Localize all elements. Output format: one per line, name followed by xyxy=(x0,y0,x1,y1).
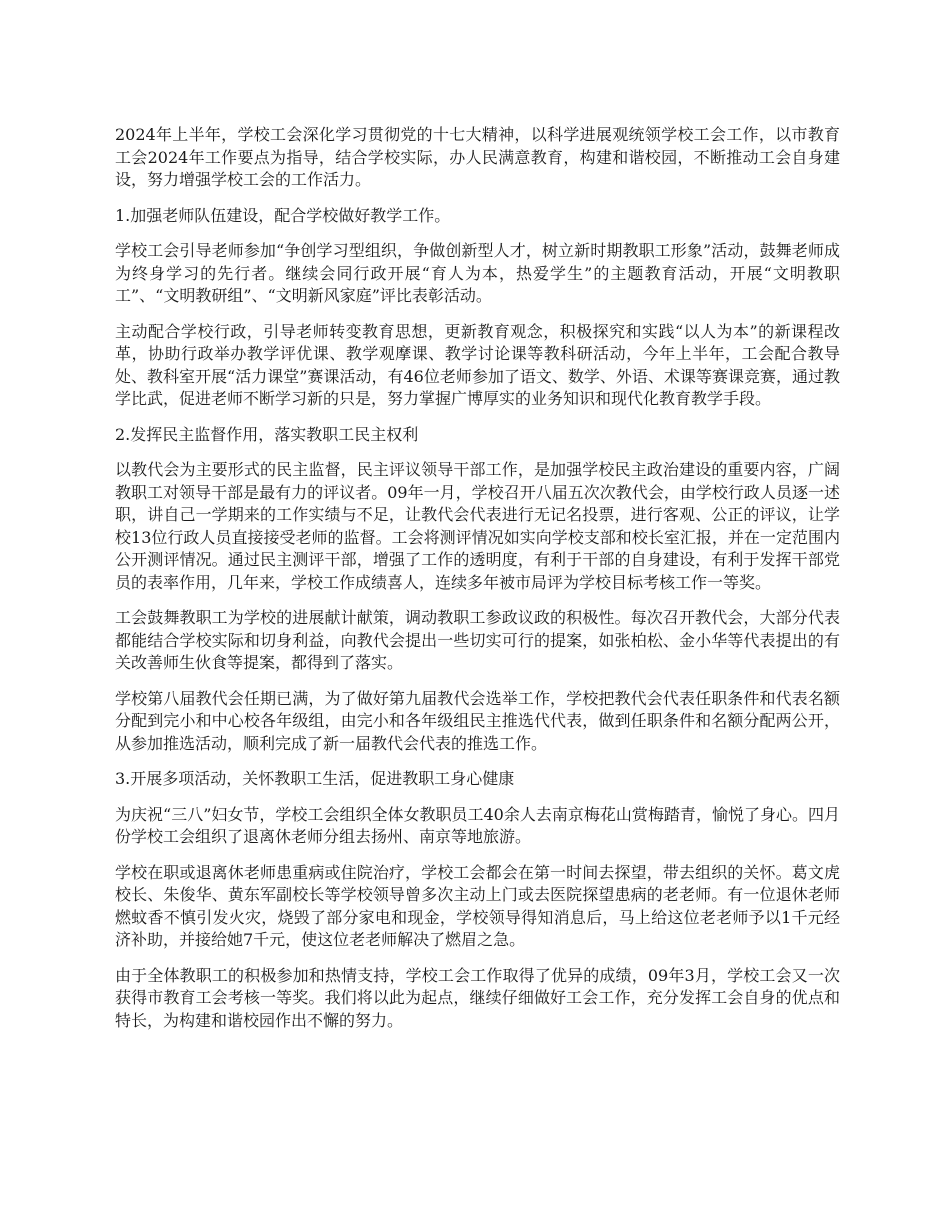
body-paragraph: 学校第八届教代会任期已满，为了做好第九届教代会选举工作，学校把教代会代表任职条件和代表名额分配到完小和中心校各年级组，由完小和各年级组民主推选代代表，做到任职条件和名额分配两公开，从参加推选活动，顺利完成了新一届教代会代表的推选工作。 xyxy=(115,688,840,753)
body-paragraph: 工会鼓舞教职工为学校的进展献计献策，调动教职工参政议政的积极性。每次召开教代会，大部分代表都能结合学校实际和切身利益，向教代会提出一些切实可行的提案，如张柏松、金小华等代表提出的有关改善师生伙食等提案，都得到了落实。 xyxy=(115,608,840,672)
section-heading-3: 3.开展多项活动，关怀教职工生活，促进教职工身心健康 xyxy=(115,769,515,788)
section-heading-2: 2.发挥民主监督作用，落实教职工民主权利 xyxy=(115,424,419,444)
body-paragraph: 主动配合学校行政，引导老师转变教育思想，更新教育观念，积极探究和实践“以人为本”的新课程改革，协助行政举办教学评优课、教学观摩课、教学讨论课等教科研活动，今年上半年，工会配合教导处、教科室开展“活力课堂”赛课活动，有46位老师参加了语文、数学、外语、术课等赛课竞赛，通过教学比武，促进老师不断学习新的只是，努力掌握广博厚实的业务知识和现代化教育教学手段。 xyxy=(115,321,840,408)
body-paragraph: 学校工会引导老师参加“争创学习型组织，争做创新型人才，树立新时期教职工形象”活动，鼓舞老师成为终身学习的先行者。继续会同行政开展“育人为本，热爱学生”的主题教育活动，开展“文明教职工”、“文明教研组”、“文明新风家庭”评比表彰活动。 xyxy=(115,241,840,305)
section-heading-1: 1.加强老师队伍建设，配合学校做好教学工作。 xyxy=(115,205,451,225)
closing-paragraph: 由于全体教职工的积极参加和热情支持，学校工会工作取得了优异的成绩，09年3月，学校工会又一次获得市教育工会考核一等奖。我们将以此为起点，继续仔细做好工会工作，充分发挥工会自身的优点和特长，为构建和谐校园作出不懈的努力。 xyxy=(115,965,840,1030)
intro-paragraph: 2024年上半年，学校工会深化学习贯彻党的十七大精神，以科学进展观统领学校工会工作，以市教育工会2024年工作要点为指导，结合学校实际，办人民满意教育，构建和谐校园，不断推动工会自身建设，努力增强学校工会的工作活力。 xyxy=(115,125,840,189)
body-paragraph: 为庆祝“三八”妇女节，学校工会组织全体女教职员工40余人去南京梅花山赏梅踏青，愉悦了身心。四月份学校工会组织了退离休老师分组去扬州、南京等地旅游。 xyxy=(115,804,840,846)
document-page xyxy=(115,124,840,1045)
body-paragraph: 学校在职或退离休老师患重病或住院治疗，学校工会都会在第一时间去探望，带去组织的关怀。葛文虎校长、朱俊华、黄东军副校长等学校领导曾多次主动上门或去医院探望患病的老老师。有一位退休老师燃蚊香不慎引发火灾，烧毁了部分家电和现金，学校领导得知消息后，马上给这位老老师予以1千元经济补助，并接给她7千元，使这位老老师解决了燃眉之急。 xyxy=(115,862,840,949)
body-paragraph: 以教代会为主要形式的民主监督，民主评议领导干部工作，是加强学校民主政治建设的重要内容，广阔教职工对领导干部是最有力的评议者。09年一月，学校召开八届五次次教代会，由学校行政人员逐一述职，讲自己一学期来的工作实绩与不足，让教代会代表进行无记名投票，进行客观、公正的评议，让学校13位行政人员直接接受老师的监督。工会将测评情况如实向学校支部和校长室汇报，并在一定范围内公开测评情况。通过民主测评干部，增强了工作的透明度，有利于干部的自身建设，有利于发挥干部党员的表率作用，几年来，学校工作成绩喜人，连续多年被市局评为学校目标考核工作一等奖。 xyxy=(115,460,840,592)
